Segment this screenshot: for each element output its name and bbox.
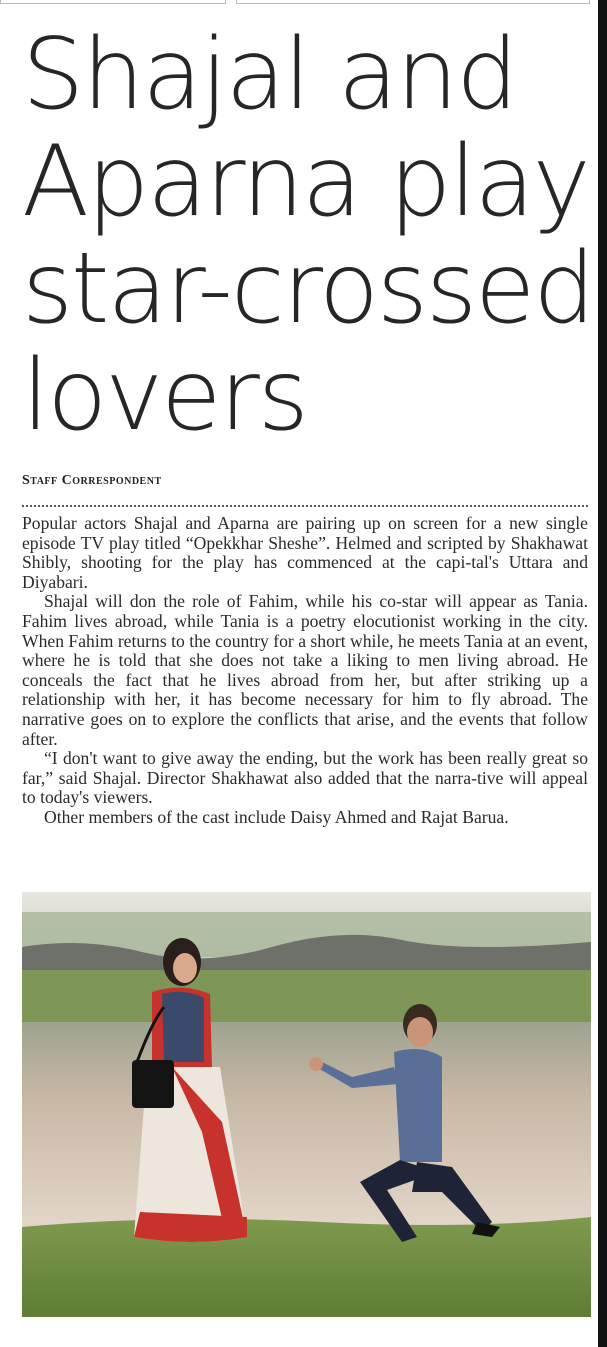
top-rule-right xyxy=(236,0,590,4)
headline-line-3: star-crossed xyxy=(22,232,594,346)
article-photo xyxy=(22,892,591,1317)
byline: Staff Correspondent xyxy=(22,473,162,488)
photo-water xyxy=(22,1022,591,1242)
paragraph-1: Popular actors Shajal and Aparna are pairing up on screen for a new single episode TV play titled “Opekkhar Sheshe”. Helmed and scripted by Shakhawat Shibly, shooting for the play has commenced at the capi-tal's Uttara and Diyabari. xyxy=(22,513,588,592)
photo-grass xyxy=(22,1217,591,1317)
headline xyxy=(22,18,594,453)
headline-line-1: Shajal and xyxy=(22,18,517,132)
photo-bank xyxy=(22,970,591,1030)
article-body xyxy=(22,514,588,828)
paragraph-2: Shajal will don the role of Fahim, while his co-star will appear as Tania. Fahim lives abroad, while Tania is a poetry elocutionist working in the city. When Fahim returns to the country for a short while, he meets Tania at an event, where he is told that she does not take a liking to men living abroad. He conceals the fact that he lives abroad from her, but after striking up a relationship with her, it has become necessary for him to fly abroad. The narrative goes on to explore the conflicts that arise, and the events that follow after. xyxy=(22,591,588,749)
page-edge xyxy=(598,0,607,1347)
top-rule-left xyxy=(0,0,226,4)
dotted-divider xyxy=(22,505,588,507)
paragraph-4: Other members of the cast include Daisy Ahmed and Rajat Barua. xyxy=(44,806,509,827)
headline-line-4: lovers xyxy=(22,339,307,453)
paragraph-3: “I don't want to give away the ending, but the work has been really great so far,” said Shajal. Director Shakhawat also added that the narra-tive will appeal to today's viewers. xyxy=(22,748,588,808)
headline-line-2: Aparna play xyxy=(22,125,589,239)
